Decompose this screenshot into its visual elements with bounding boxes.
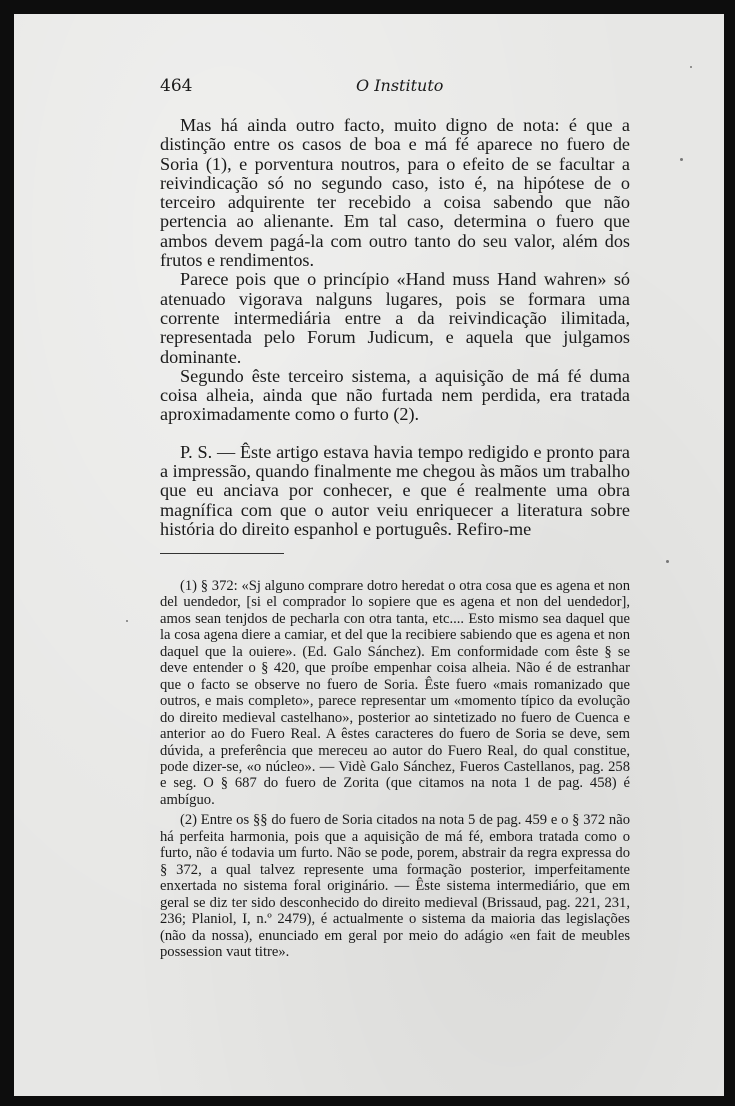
paragraph: Mas há ainda outro facto, muito digno de nota: é que a distinção entre os casos de boa e má fé aparece no fuero de Soria (1), e porventura noutros, para o efeito de se facultar a reivindicação só no segundo caso, isto é, na hipótese de o terceiro adquirente ter recebido a coisa sabendo que não pertencia ao alienante. Em tal caso, determina o fuero que ambos devem pagá-la com outro tanto do seu valor, além dos frutos e rendimentos. [160,115,630,271]
paragraph: Segundo êste terceiro sistema, a aquisição de má fé duma coisa alheia, ainda que não furtada nem perdida, era tratada aproximadamente como o furto (2). [160,365,630,425]
page-number: 464 [160,76,193,96]
paragraph: Parece pois que o princípio «Hand muss Hand wahren» só atenuado vigorava nalguns lugares, pois se formara uma corrente intermediária entre a da reivindicação ilimitada, representada pelo Forum Judicum, e aquela que julgamos dominante. [160,269,630,367]
paper-speck [690,66,692,68]
paper-speck [126,620,128,622]
running-header [160,76,630,100]
footnote-divider [160,553,284,554]
running-title: O Instituto [356,76,444,95]
paper-speck [666,560,669,563]
main-text [160,116,630,539]
footnotes [160,578,630,960]
footnote: (2) Entre os §§ do fuero de Soria citados na nota 5 de pag. 459 e o § 372 não há perfeita harmonia, pois que a aquisição de má fé, embora tratada como o furto, não é todavia um furto. Não se pode, porem, abstrair da regra expressa do § 372, a qual talvez represente uma formação posterior, imperfeitamente enxertada no sistema foral originário. — Êste sistema intermediário, que em geral se diz ter sido desconhecido do direito medieval (Brissaud, pag. 221, 231, 236; Planiol, I, n.º 2479), é actualmente o sistema da maioria das legislações (não da nossa), enunciado em geral por meio do adágio «en fait de meubles possession vaut titre». [160,812,630,960]
postscript-paragraph: P. S. — Êste artigo estava havia tempo redigido e pronto para a impressão, quando finalmente me chegou às mãos um trabalho que eu anciava por conhecer, e que é realmente uma obra magnífica com que o autor veiu enriquecer a literatura sobre história do direito espanhol e português. Refiro-me [160,441,630,539]
footnote: (1) § 372: «Sj alguno comprare dotro heredat o otra cosa que es agena et non del uendedor, [si el comprador lo sopiere que es agena et non del uendedor], amos sean tenjdos de pecharla con otra tanta, etc.... Esto mismo sea daquel que la cosa agena diere a camiar, et del que la recibiere sabiendo que es agena et non daquel que la ouiere». (Ed. Galo Sánchez). Em conformidade com êste § se deve entender o § 420, que proíbe empenhar coisa alheia. Não é de estranhar que o facto se observe no fuero de Soria. Êste fuero «mais romanizado que outros, e mais completo», parece representar um «momento típico da evolução do direito medieval castelhano», posterior ao sintetizado no fuero de Cuenca e anterior ao do Fuero Real. A êstes caracteres do fuero de Soria se deve, sem dúvida, a preferência que mereceu ao autor do Fuero Real, do qual constitue, pode dizer-se, «o núcleo». — Vidè Galo Sánchez, Fueros Castellanos, pag. 258 e seg. O § 687 do fuero de Zorita (que citamos na nota 1 de pag. 458) é ambíguo. [160,578,630,808]
paper-speck [680,158,683,161]
